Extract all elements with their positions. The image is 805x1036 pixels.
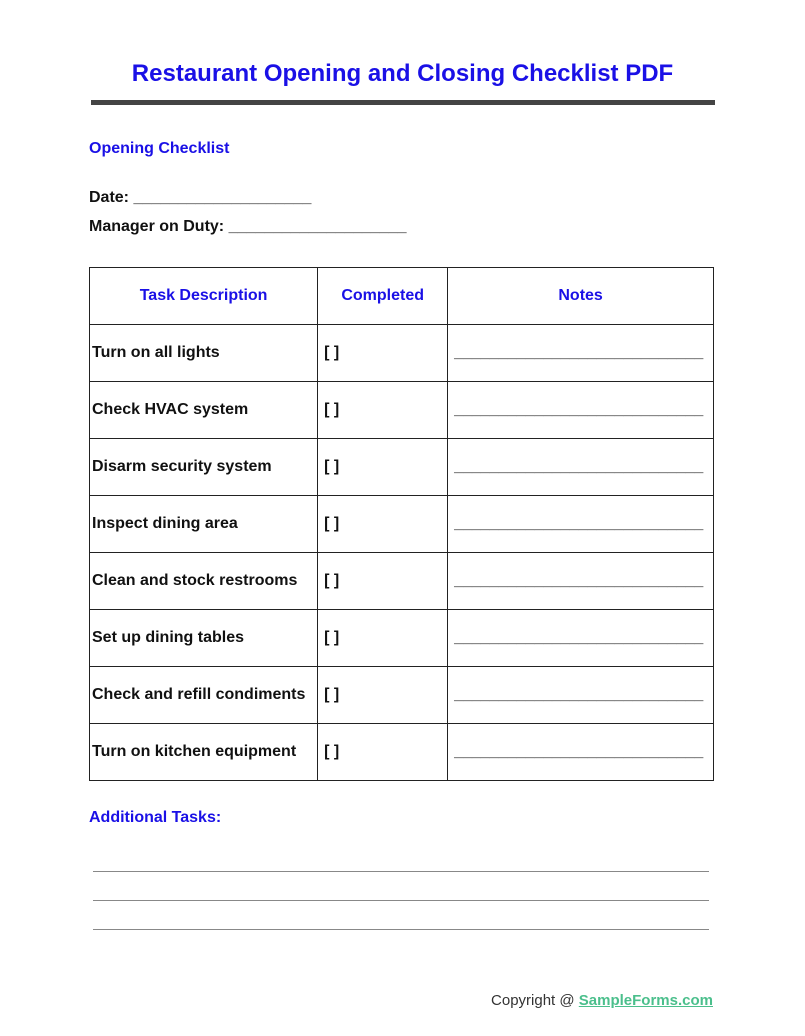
date-field[interactable] bbox=[89, 189, 311, 207]
task-description: Inspect dining area bbox=[90, 496, 318, 553]
title-divider bbox=[91, 100, 715, 105]
section-heading-additional-tasks: Additional Tasks: bbox=[89, 809, 222, 826]
section-heading-opening: Opening Checklist bbox=[89, 140, 230, 157]
table-row bbox=[90, 325, 714, 382]
checklist-table bbox=[89, 267, 714, 781]
date-blank[interactable]: ____________________ bbox=[133, 189, 312, 206]
task-description: Check HVAC system bbox=[90, 382, 318, 439]
completed-checkbox[interactable]: [ ] bbox=[318, 325, 448, 382]
table-header-row bbox=[90, 268, 714, 325]
completed-checkbox[interactable]: [ ] bbox=[318, 553, 448, 610]
task-description: Clean and stock restrooms bbox=[90, 553, 318, 610]
header-completed: Completed bbox=[318, 268, 448, 325]
task-description: Turn on all lights bbox=[90, 325, 318, 382]
table-row bbox=[90, 553, 714, 610]
manager-label: Manager on Duty: bbox=[89, 218, 225, 235]
copyright-footer bbox=[491, 992, 713, 1009]
table-row bbox=[90, 667, 714, 724]
table-row bbox=[90, 382, 714, 439]
table-row bbox=[90, 496, 714, 553]
task-description: Set up dining tables bbox=[90, 610, 318, 667]
completed-checkbox[interactable]: [ ] bbox=[318, 439, 448, 496]
notes-blank[interactable]: ____________________________ bbox=[448, 724, 714, 781]
completed-checkbox[interactable]: [ ] bbox=[318, 610, 448, 667]
additional-task-line[interactable] bbox=[93, 929, 709, 930]
additional-task-line[interactable] bbox=[93, 871, 709, 872]
date-label: Date: bbox=[89, 189, 130, 206]
copyright-text: Copyright @ bbox=[491, 992, 579, 1009]
additional-task-line[interactable] bbox=[93, 900, 709, 901]
notes-blank[interactable]: ____________________________ bbox=[448, 667, 714, 724]
completed-checkbox[interactable]: [ ] bbox=[318, 382, 448, 439]
notes-blank[interactable]: ____________________________ bbox=[448, 496, 714, 553]
notes-blank[interactable]: ____________________________ bbox=[448, 439, 714, 496]
header-task-description: Task Description bbox=[90, 268, 318, 325]
notes-blank[interactable]: ____________________________ bbox=[448, 325, 714, 382]
completed-checkbox[interactable]: [ ] bbox=[318, 667, 448, 724]
manager-blank[interactable]: ____________________ bbox=[228, 218, 407, 235]
completed-checkbox[interactable]: [ ] bbox=[318, 496, 448, 553]
task-description: Check and refill condiments bbox=[90, 667, 318, 724]
brand-link[interactable]: SampleForms.com bbox=[578, 992, 713, 1009]
notes-blank[interactable]: ____________________________ bbox=[448, 382, 714, 439]
task-description: Turn on kitchen equipment bbox=[90, 724, 318, 781]
task-description: Disarm security system bbox=[90, 439, 318, 496]
document-title: Restaurant Opening and Closing Checklist PDF bbox=[131, 60, 674, 87]
notes-blank[interactable]: ____________________________ bbox=[448, 553, 714, 610]
table-row bbox=[90, 439, 714, 496]
completed-checkbox[interactable]: [ ] bbox=[318, 724, 448, 781]
manager-field[interactable] bbox=[89, 218, 407, 236]
table-row bbox=[90, 724, 714, 781]
notes-blank[interactable]: ____________________________ bbox=[448, 610, 714, 667]
header-notes: Notes bbox=[448, 268, 714, 325]
table-row bbox=[90, 610, 714, 667]
